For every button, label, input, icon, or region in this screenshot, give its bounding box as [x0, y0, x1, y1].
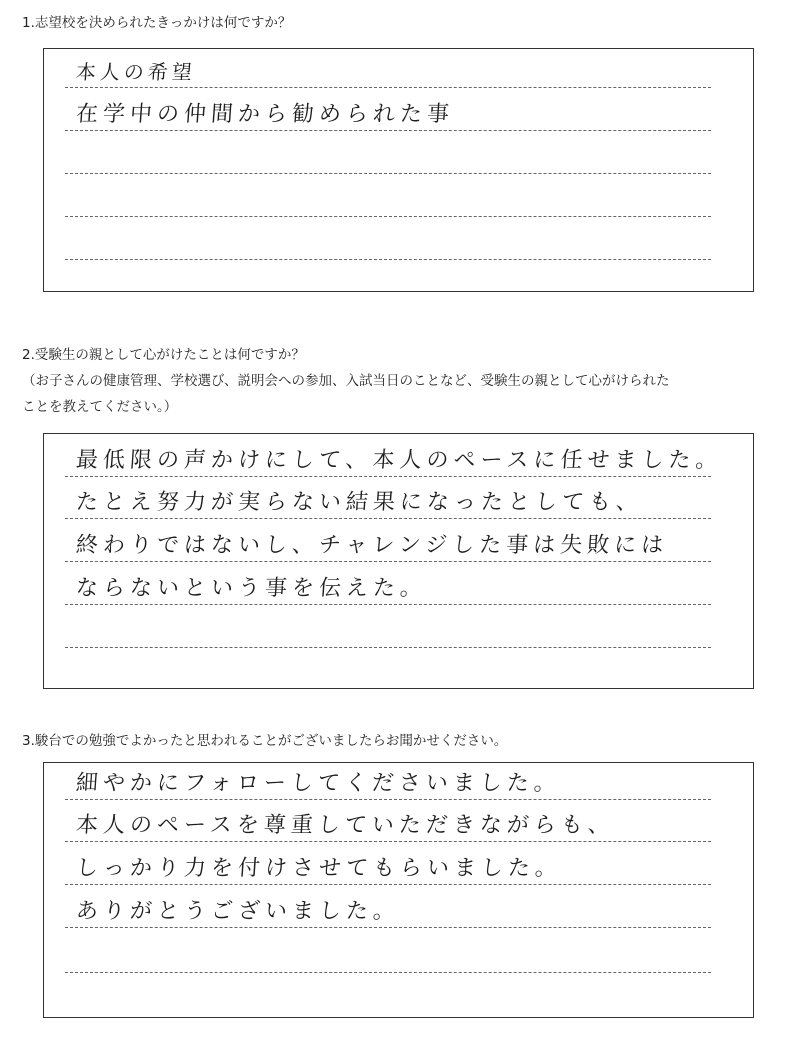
answer-line — [65, 443, 724, 477]
handwritten-answer: 最低限の声かけにして、本人のペースに任せました。 — [75, 448, 724, 473]
question-3-title: 3.駿台での勉強でよかったと思われることがございましたらお聞かせください。 — [22, 733, 508, 749]
answer-line — [65, 97, 711, 131]
question-2-note-continued: ことを教えてください。） — [22, 399, 178, 415]
answer-box-1 — [43, 48, 754, 292]
handwritten-answer: 終わりではないし、チャレンジした事は失敗には — [75, 533, 670, 558]
question-2-title: 2.受験生の親として心がけたことは何ですか？ — [22, 347, 305, 363]
answer-line — [65, 571, 711, 605]
answer-line — [65, 766, 711, 800]
answer-line — [65, 485, 711, 519]
question-2-note: （お子さんの健康管理、学校選び、説明会への参加、入試当日のことなど、受験生の親として心がけられた — [22, 373, 670, 389]
answer-line — [65, 54, 711, 88]
answer-line — [65, 894, 711, 928]
handwritten-answer: 細やかにフォローしてくださいました。 — [75, 771, 562, 796]
answer-line — [65, 939, 711, 973]
handwritten-answer: ならないという事を伝えた。 — [75, 576, 428, 601]
handwritten-answer: ありがとうございました。 — [75, 899, 401, 924]
answer-line — [65, 851, 711, 885]
answer-line — [65, 808, 711, 842]
answer-line — [65, 226, 711, 260]
answer-box-2 — [43, 433, 754, 689]
handwritten-answer: 本人のペースを尊重していただきながらも、 — [75, 813, 616, 838]
answer-line — [65, 614, 711, 648]
question-1-title: 1.志望校を決められたきっかけは何ですか？ — [22, 15, 292, 31]
answer-line — [65, 140, 711, 174]
handwritten-answer: たとえ努力が実らない結果になったとしても、 — [75, 490, 644, 515]
handwritten-answer: 在学中の仲間から勧められた事 — [75, 102, 455, 127]
handwritten-answer: しっかり力を付けさせてもらいました。 — [75, 856, 563, 881]
handwritten-answer: 本人の希望 — [75, 60, 197, 84]
answer-box-3 — [43, 762, 754, 1018]
answer-line — [65, 528, 711, 562]
answer-line — [65, 183, 711, 217]
